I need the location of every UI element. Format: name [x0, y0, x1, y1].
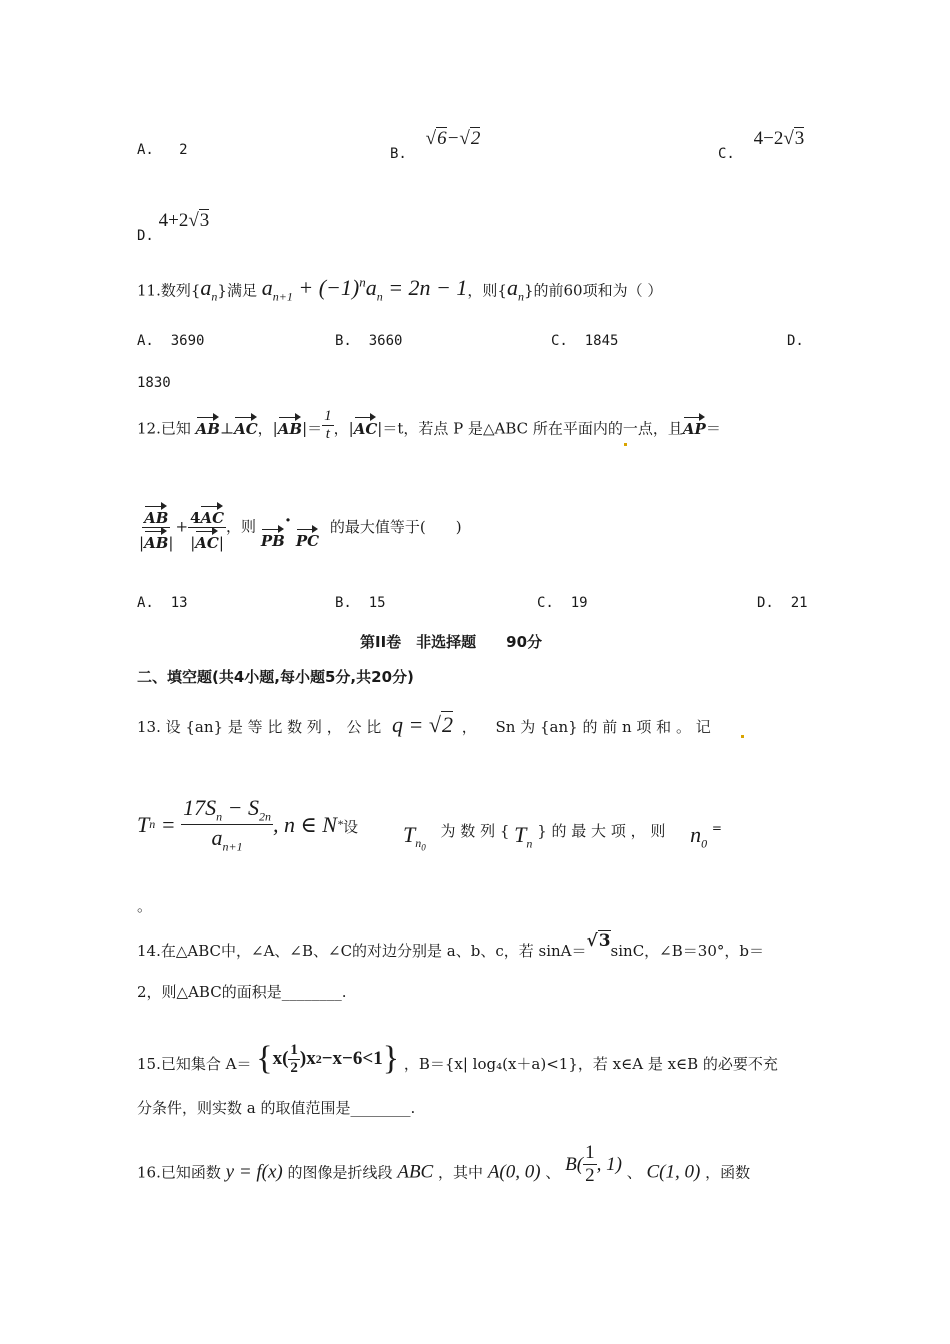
vector-pb: PB [261, 526, 285, 550]
q15-line1: 15.已知集合 A＝ { x( $\frac{1}{2}$ )x 2 −x−6<1 } ，B＝{x| log₄(x＋a)<1}，若 x∈A 是 x∈B 的必要不充 [137, 1040, 778, 1077]
q14-sqrt3: √3 [586, 931, 611, 951]
q13-n0: $n_0$ [690, 822, 708, 851]
q11-text-post-2: }的前60项和为（ ） [523, 281, 663, 300]
q12-term-2: $\frac{4AC}{|AC|}$ [188, 503, 226, 552]
part2-heading: 二、填空题(共4小题,每小题5分,共20分) [137, 668, 414, 686]
q16-f: y = f(x) [225, 1161, 283, 1183]
q12-option-c: C. 19 [537, 595, 588, 611]
q14-line2: 2，则△ABC的面积是________. [137, 983, 347, 1001]
q12-number: 12. [137, 419, 161, 438]
q12-option-d: D. 21 [757, 595, 808, 611]
q10-option-c-value: 4−2√3 [753, 128, 805, 149]
vector-ab: AB [196, 414, 220, 438]
q16-point-a: A(0, 0) [487, 1161, 541, 1183]
q13-tn-formula: T n = $\frac{17S_n - S_{2n}}{a_{n+1}}$ , n ∈ N * [137, 795, 343, 854]
q10-option-d [137, 210, 210, 244]
vector-pc: PC [296, 526, 319, 550]
mark-dot [624, 443, 627, 446]
q10-option-b [390, 128, 481, 162]
q11-seq: $a_n$ [200, 275, 218, 304]
q16-point-c: C(1, 0) [646, 1161, 701, 1183]
q11-option-a: A. 3690 [137, 333, 205, 349]
q11-option-c: C. 1845 [551, 333, 619, 349]
q10-option-c [718, 128, 805, 162]
q12-stem-line1: 12.已知 AB⊥AC，|AB|＝ $\frac{1}{t}$ ，|AC|＝t，若点 P 是△ABC 所在平面内的一点，且AP＝ [137, 408, 721, 442]
vector-ac: AC [234, 414, 258, 438]
q11-number: 11. [137, 281, 161, 300]
section-title: 第II卷 非选择题 90分 [360, 633, 543, 651]
q10-option-a [137, 142, 188, 158]
q11-text-mid: }满足 [217, 281, 257, 300]
q16-abc: ABC [397, 1161, 434, 1183]
vector-ap: AP [683, 414, 706, 438]
q10-option-b-label: B. [390, 146, 407, 162]
q11-seq-2: $a_n$ [506, 275, 524, 304]
q11-option-d-value: 1830 [137, 375, 171, 391]
q12-term-1: $\frac{AB}{|AB|}$ [137, 503, 175, 552]
q16-point-b: B( $\frac{1}{2}$ , 1) [565, 1142, 622, 1186]
q11-option-d-label: D. [787, 333, 804, 349]
q16-line1: 16.已知函数 y = f(x) 的图像是折线段 ABC ，其中 A(0, 0) 、 B( $\frac{1}{2}$ , 1) 、 C(1, 0) ，函数 [137, 1142, 751, 1186]
q11-formula: $a_{n+1} + (-1)^na_n = 2n - 1$ [261, 275, 468, 304]
q13-line1: 13. 设 {an} 是 等 比 数 列 ， 公 比 q = √2 ， Sn 为 {an} 的 前 n 项 和 。 记 [137, 712, 711, 737]
q12-fraction: $\frac{1}{t}$ [324, 408, 332, 442]
q15-line2: 分条件，则实数 a 的取值范围是________. [137, 1099, 416, 1117]
q11-text-pre: 数列{ [160, 281, 201, 300]
q12-stem-line2: $\frac{AB}{|AB|}$ + $\frac{4AC}{|AC|}$ ，则 PB· PC 的最大值等于( ) [137, 503, 462, 552]
q14-line1: 14.在△ABC中，∠A、∠B、∠C的对边分别是 a、b、c，若 sinA＝√3sinC，∠B＝30°，b＝ [137, 931, 764, 960]
vector-ac-2: AC [354, 414, 378, 438]
q10-option-a-value: 2 [179, 142, 188, 158]
q12-option-a: A. 13 [137, 595, 188, 611]
mark-dot-2 [741, 735, 744, 738]
q13-tn0: $T_{n_0}$ [403, 822, 426, 853]
q13-line2: T n = $\frac{17S_n - S_{2n}}{a_{n+1}}$ , n ∈ N * 设 [137, 795, 358, 854]
q13-q-formula: q = √2 [392, 712, 453, 737]
q10-option-c-label: C. [718, 146, 735, 162]
q13-line2-b: $T_{n_0}$ 为 数 列 { $T_n$ } 的 最 大 项 ， 则 $n_0$ = [403, 821, 722, 853]
q10-option-d-value: 4+2√3 [158, 210, 210, 231]
q11-stem [137, 275, 662, 305]
q12-option-b: B. 15 [335, 595, 386, 611]
q11-option-b: B. 3660 [335, 333, 403, 349]
q10-option-a-label: A. [137, 142, 154, 158]
q10-option-b-value: √6−√2 [425, 128, 481, 149]
q11-text-post-1: ，则{ [467, 281, 507, 300]
q15-set: { x( $\frac{1}{2}$ )x 2 −x−6<1 } [256, 1040, 400, 1077]
q10-option-d-label: D. [137, 228, 154, 244]
q13-end: 。 [137, 897, 153, 915]
vector-ab-2: AB [278, 414, 302, 438]
q13-tn: $T_n$ [514, 822, 533, 851]
